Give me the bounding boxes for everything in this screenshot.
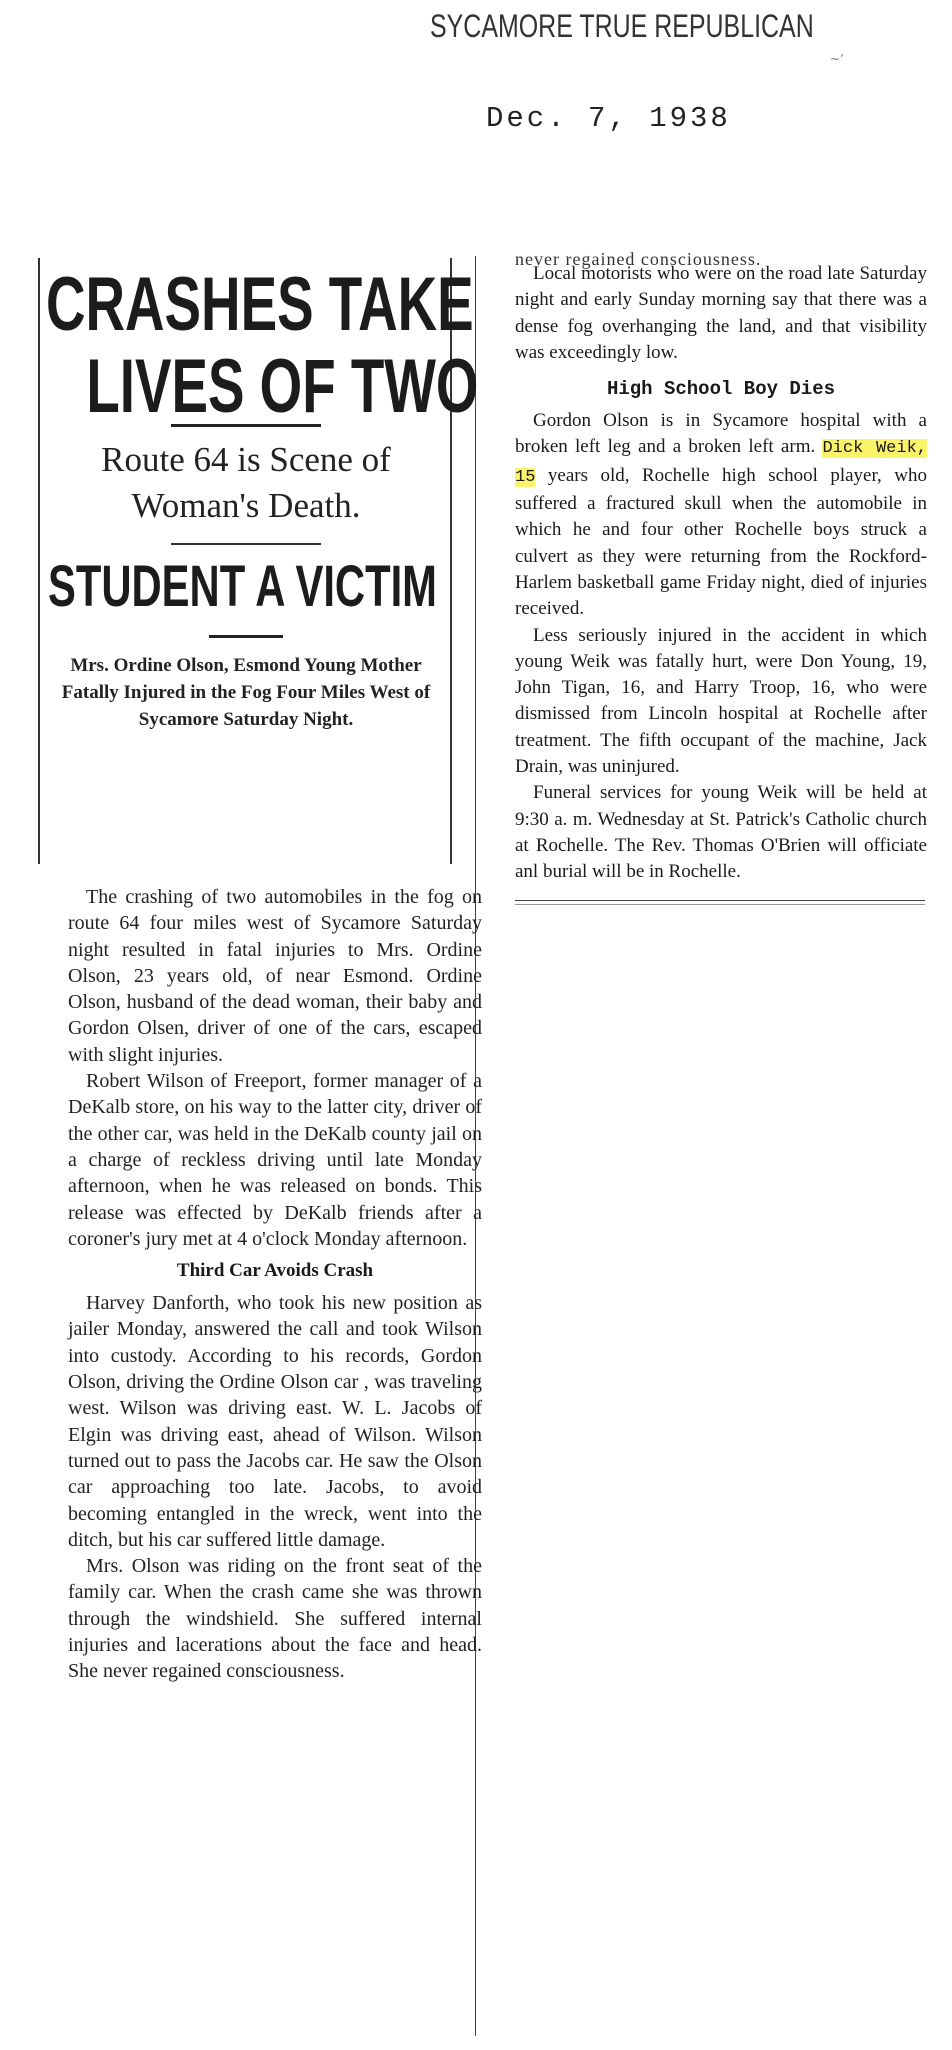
headline-line-2: LIVES OF TWO [86,344,479,429]
clipped-line: never regained consciousness. [515,249,762,269]
paragraph-text: Gordon Olson is in Sycamore hospital with a broken left leg and a broken left arm. [515,410,927,458]
stamp-mark-icon: ~ʼ [830,52,844,66]
paragraph [515,408,927,622]
divider-rule [171,543,321,545]
paragraph: Local motorists who were on the road late Saturday night and early Sunday morning say that there was a dense fog overhanging the land, and that visibility was exceedingly low. [515,263,927,363]
divider-rule [209,635,283,638]
headline-line-1: CRASHES TAKE [46,262,474,347]
subheading: High School Boy Dies [606,378,836,401]
paragraph-text: years old, Rochelle high school player, who suffered a fractured skull when the automobile in which he and four other Rochelle boys struck a culvert as they were returning from the Rockford-Harlem basketball game Friday night, died of injuries received. [515,464,927,620]
highlighted-name: Dick Weik, 15 [515,439,927,487]
end-rule [515,900,925,901]
paragraph: Mrs. Olson was riding on the front seat of the family car. When the crash came she was thrown through the windshield. She suffered internal injuries and lacerations about the face and head. She never regained consciousness. [68,1555,482,1683]
second-headline: STUDENT A VICTIM [48,554,437,619]
subheading: Third Car Avoids Crash [176,1260,374,1282]
paragraph: Funeral services for young Weik will be held at 9:30 a. m. Wednesday at St. Patrick's Catholic church at Rochelle. The Rev. Thomas O'Brien will officiate anl burial will be in Rochelle. [515,782,927,883]
right-article-body [515,261,927,905]
first-deck: Route 64 is Scene of Woman's Death. [101,440,391,525]
left-column [38,258,482,1685]
paragraph: Robert Wilson of Freeport, former manager of a DeKalb store, on his way to the latter city, driver of the other car, was held in the DeKalb county jail on a charge of reckless driving until late Monday afternoon, when he was released on bonds. This release was effected by DeKalb friends after a coroner's jury met at 4 o'clock Monday afternoon. [68,1070,482,1250]
right-column [515,249,927,905]
paragraph: Harvey Danforth, who took his new position as jailer Monday, answered the call and took Wilson into custody. According to his records, Gordon Olson, driving the Ordine Olson car , was traveling west. Wilson was driving east. W. L. Jacobs of Elgin was driving east, ahead of Wilson. Wilson turned out to pass the Jacobs car. He saw the Olson car approaching too late. Jacobs, to avoid becoming entangled in the wreck, went into the ditch, but his car suffered little damage. [68,1292,482,1551]
main-headline [46,262,479,429]
masthead: SYCAMORE TRUE REPUBLICAN [430,8,814,44]
paragraph: The crashing of two automobiles in the fog on route 64 four miles west of Sycamore Saturday night resulted in fatal injuries to Mrs. Ordine Olson, 23 years old, of near Esmond. Ordine Olson, husband of the dead woman, their baby and Gordon Olsen, driver of one of the cars, escaped with slight injuries. [68,886,482,1066]
left-article-body [38,884,482,1685]
date-stamp: Dec. 7, 1938 [486,102,731,135]
paragraph: Less seriously injured in the accident in which young Weik was fatally hurt, were Don Young, 19, John Tigan, 16, and Harry Troop, 16, who were dismissed from Lincoln hospital at Rochelle after treatment. The fifth occupant of the machine, Jack Drain, was uninjured. [515,624,927,778]
headline-box [38,258,479,864]
end-rule [515,904,925,905]
second-deck: Mrs. Ordine Olson, Esmond Young Mother Fatally Injured in the Fog Four Miles West of Sycamore Saturday Night. [61,655,431,730]
